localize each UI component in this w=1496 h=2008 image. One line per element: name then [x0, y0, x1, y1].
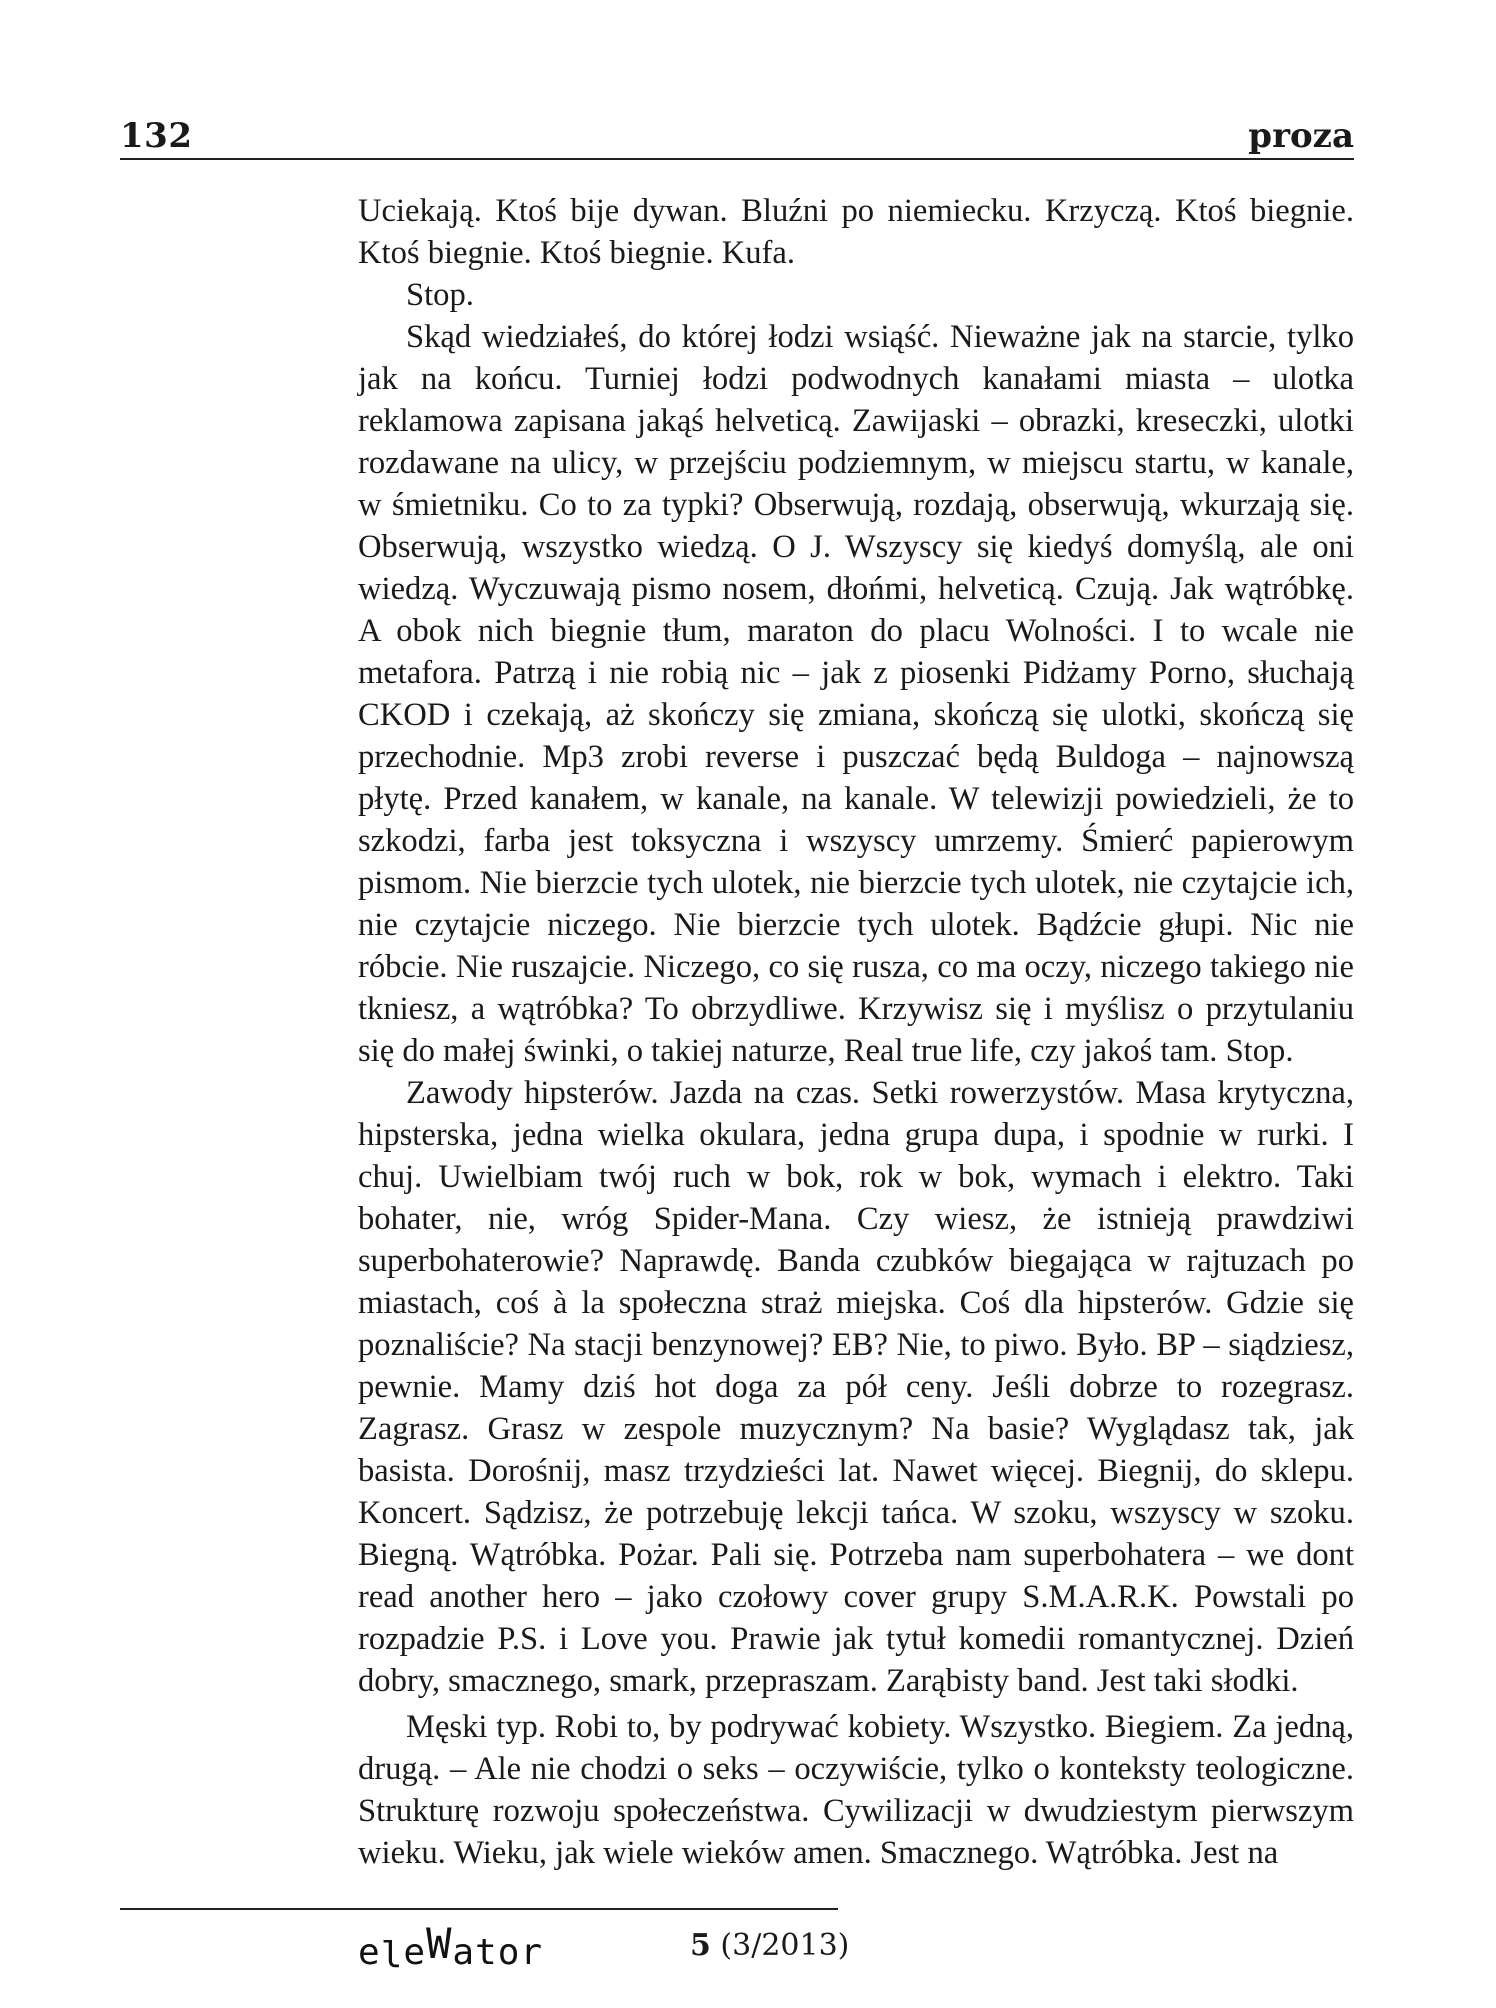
- paragraph: Skąd wiedziałeś, do której łodzi wsiąść. Nieważne jak na starcie, tylko jak na końcu. Turniej łodzi podwodnych kanałami miasta – ulotka reklamowa zapisana jakąś helveticą. Zawijaski – obrazki, kreseczki, ulotki rozdawane na ulicy, w przejściu podziemnym, w miejscu startu, w kanale, w śmietniku. Co to za typki? Obserwują, rozdają, obserwują, wkurzają się. Obserwują, wszystko wiedzą. O J. Wszyscy się kiedyś domyślą, ale oni wiedzą. Wyczuwają pismo nosem, dłońmi, helveticą. Czują. Jak wątróbkę. A obok nich biegnie tłum, maraton do placu Wolności. I to wcale nie metafora. Patrzą i nie robią nic – jak z piosenki Pidżamy Porno, słuchają CKOD i czekają, aż skończy się zmiana, skończą się ulotki, skończą się przechodnie. Mp3 zrobi reverse i puszczać będą Buldoga – najnowszą płytę. Przed kanałem, w kanale, na kanale. W telewizji powiedzieli, że to szkodzi, farba jest toksyczna i wszyscy umrzemy. Śmierć papierowym pismom. Nie bierzcie tych ulotek, nie bierzcie tych ulotek, nie czytajcie ich, nie czytajcie niczego. Nie bierzcie tych ulotek. Bądźcie głupi. Nic nie róbcie. Nie ruszajcie. Niczego, co się rusza, co ma oczy, niczego takiego nie tkniesz, a wątróbka? To obrzydliwe. Krzywisz się i myślisz o przytulaniu się do małej świnki, o takiej naturze, Real true life, czy jakoś tam. Stop.: [358, 319, 1354, 1069]
- footer-divider: [120, 1908, 838, 1910]
- paragraph: Uciekają. Ktoś bije dywan. Bluźni po niemiecku. Krzyczą. Ktoś biegnie. Ktoś biegnie. Ktoś biegnie. Kufa.: [358, 193, 1354, 271]
- page-number: 132: [120, 116, 193, 156]
- logo-letter: e: [358, 1932, 381, 1973]
- magazine-logo: [358, 1919, 544, 1976]
- issue-detail: (3/2013): [720, 1928, 850, 1963]
- paragraph: Męski typ. Robi to, by podrywać kobiety. Wszystko. Biegiem. Za jedną, drugą. – Ale nie chodzi o seks – oczywiście, tylko o konteksty teologiczne. Strukturę rozwoju społeczeństwa. Cywilizacji w dwudziestym pierwszym wieku. Wieku, jak wiele wieków amen. Smacznego. Wątróbka. Jest na: [358, 1709, 1354, 1871]
- logo-letter: a: [452, 1932, 476, 1973]
- paragraph: Zawody hipsterów. Jazda na czas. Setki rowerzystów. Masa krytyczna, hipsterska, jedna wielka okulara, jedna grupa dupa, i spodnie w rurki. I chuj. Uwielbiam twój ruch w bok, rok w bok, wymach i elektro. Taki bohater, nie, wróg Spider-Mana. Czy wiesz, że istnieją prawdziwi superbohaterowie? Naprawdę. Banda czubków biegająca w rajtuzach po miastach, coś à la społeczna straż miejska. Coś dla hipsterów. Gdzie się poznaliście? Na stacji benzynowej? EB? Nie, to piwo. Było. BP – siądziesz, pewnie. Mamy dziś hot doga za pół ceny. Jeśli dobrze to rozegrasz. Zagrasz. Grasz w zespole muzycznym? Na basie? Wyglądasz tak, jak basista. Dorośnij, masz trzydzieści lat. Nawet więcej. Biegnij, do sklepu. Koncert. Sądzisz, że potrzebuję lekcji tańca. W szoku, wszyscy w szoku. Biegną. Wątróbka. Pożar. Pali się. Potrzeba nam superbohatera – we dont read another hero – jako czołowy cover grupy S.M.A.R.K. Powstali po rozpadzie P.S. i Love you. Prawie jak tytuł komedii romantycznej. Dzień dobry, smacznego, smark, przepraszam. Zarąbisty band. Jest taki słodki.: [358, 1075, 1354, 1699]
- logo-letter: e: [403, 1932, 427, 1973]
- logo-letter: r: [520, 1932, 544, 1973]
- logo-letter: l: [380, 1935, 404, 1976]
- logo-letter: o: [497, 1932, 521, 1973]
- logo-letter: W: [426, 1919, 453, 1968]
- issue-number: 5: [690, 1928, 711, 1963]
- logo-letter: t: [475, 1932, 498, 1973]
- issue-label: [690, 1928, 849, 1963]
- article-body: [358, 190, 1354, 1874]
- paragraph: Stop.: [406, 277, 474, 313]
- page-header: [120, 112, 1354, 160]
- section-title: proza: [1248, 116, 1354, 156]
